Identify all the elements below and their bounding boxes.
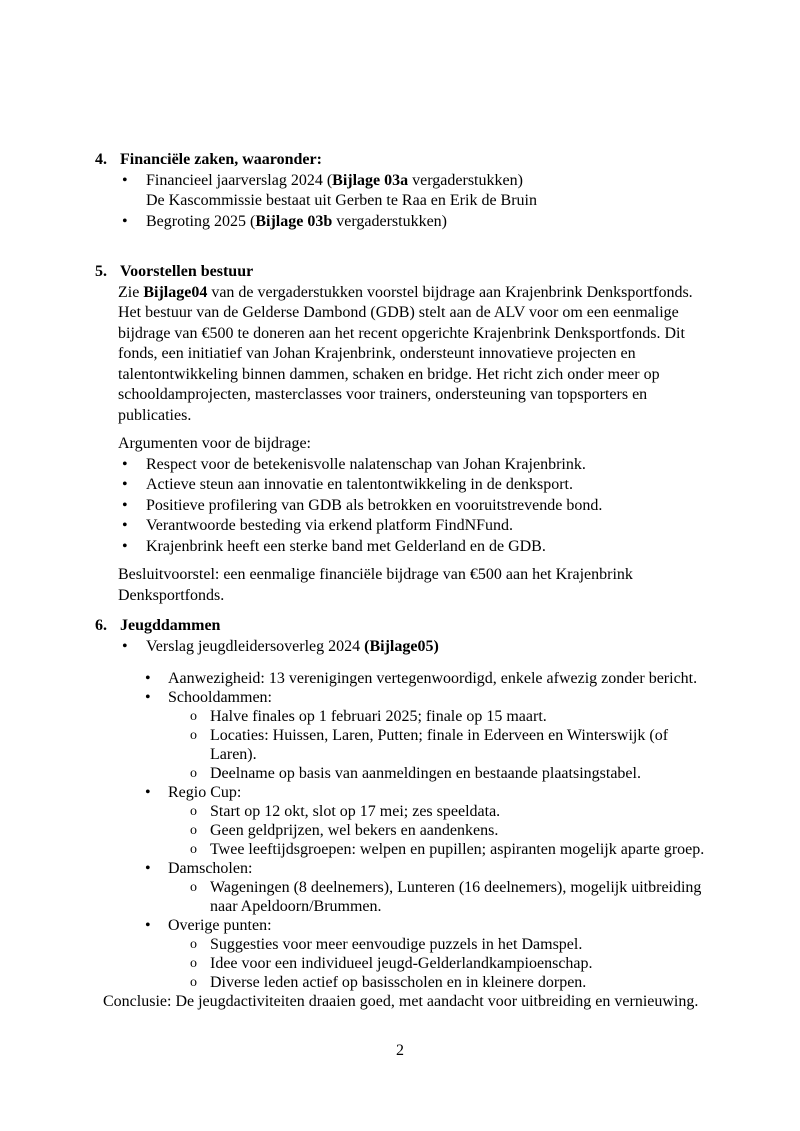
argument-text: Respect voor de betekenisvolle nalatenschap van Johan Krajenbrink.: [146, 455, 586, 473]
circle-icon: o: [190, 937, 197, 952]
proposal-paragraph: [0, 283, 712, 427]
bullet-icon: •: [145, 784, 151, 801]
circle-icon: o: [190, 728, 197, 743]
list-item: [0, 821, 712, 840]
text-run: van de vergaderstukken voorstel bijdrage aan Krajenbrink Denksportfonds. Het bestuur van de Gelderse Dambond (GDB) stelt aan de ALV voor om een eenmalige bijdrage van €500 te doneren aan het recent opgerichte Krajenbrink Denksportfonds. Dit fonds, een initiatief van Johan Krajenbrink, ondersteunt innovatieve projecten en talentontwikkeling binnen dammen, schaken en bridge. Het richt zich onder meer op schooldamprojecten, masterclasses voor trainers, ondersteuning van topsporters en publicaties.: [118, 283, 693, 424]
line-kascommissie: De Kascommissie bestaat uit Gerben te Raa en Erik de Bruin: [146, 192, 537, 209]
argument-item: [0, 475, 712, 496]
section-4-title: Financiële zaken, waaronder:: [120, 151, 322, 168]
bullet-icon: •: [122, 171, 128, 189]
list-item: [0, 859, 712, 878]
bullet-icon: •: [122, 476, 128, 493]
list-item-text: [146, 637, 712, 658]
list-item-text: Halve finales op 1 februari 2025; finale op 15 maart.: [210, 708, 547, 725]
list-item: [0, 802, 712, 821]
section-6-title: Jeugddammen: [120, 617, 221, 634]
section-4-number: 4.: [95, 151, 107, 168]
list-item-text: [146, 171, 712, 212]
text-run: Verslag jeugdleidersoverleg 2024: [146, 637, 365, 655]
argument-text: Krajenbrink heeft een sterke band met Gelderland en de GDB.: [146, 537, 546, 555]
bullet-icon: •: [145, 917, 151, 934]
list-item-text: Overige punten:: [168, 917, 272, 934]
section-5-title: Voorstellen bestuur: [120, 263, 254, 280]
list-item-text: Wageningen (8 deelnemers), Lunteren (16 deelnemers), mogelijk uitbreiding naar Apeldoorn/Brummen.: [210, 879, 702, 915]
bullet-icon: •: [122, 496, 128, 514]
bullet-icon: •: [122, 537, 128, 555]
list-item-text: Start op 12 okt, slot op 17 mei; zes speeldata.: [210, 803, 501, 820]
text-run-bold: Bijlage 03a: [332, 171, 409, 189]
text-run: Begroting 2025 (: [146, 212, 256, 230]
bullet-icon: •: [122, 637, 128, 655]
section-4-heading: [0, 150, 712, 171]
bullet-icon: •: [145, 689, 151, 706]
list-item-text: Idee voor een individueel jeugd-Gelderlandkampioenschap.: [210, 955, 593, 972]
list-item: [0, 764, 712, 783]
list-item: [0, 707, 712, 726]
list-item-text: Diverse leden actief op basisscholen en in kleinere dorpen.: [210, 974, 587, 991]
list-item: [0, 878, 712, 916]
circle-icon: o: [190, 804, 197, 819]
list-item: [0, 726, 712, 764]
list-item-text: Regio Cup:: [168, 784, 242, 801]
section-6-heading: [0, 616, 712, 637]
circle-icon: o: [190, 842, 197, 857]
bullet-icon: •: [145, 670, 151, 687]
jeugd-sublist: [0, 669, 712, 1011]
text-run: Zie: [118, 283, 144, 301]
bullet-icon: •: [145, 860, 151, 877]
list-item-verslag: [0, 637, 712, 658]
list-item: [0, 688, 712, 707]
page-number: 2: [396, 1042, 404, 1059]
circle-icon: o: [190, 880, 197, 895]
list-item: [0, 935, 712, 954]
circle-icon: o: [190, 956, 197, 971]
list-item-text: Deelname op basis van aanmeldingen en bestaande plaatsingstabel.: [210, 765, 641, 782]
arguments-label: Argumenten voor de bijdrage:: [118, 435, 311, 452]
list-item: [0, 916, 712, 935]
circle-icon: o: [190, 975, 197, 990]
bullet-icon: •: [122, 212, 128, 230]
list-item: [0, 840, 712, 859]
circle-icon: o: [190, 766, 197, 781]
bullet-icon: •: [122, 455, 128, 473]
section-5-heading: [0, 262, 712, 283]
argument-item: [0, 455, 712, 476]
list-item-text: Damscholen:: [168, 860, 253, 877]
list-item: [0, 783, 712, 802]
list-item-text: Schooldammen:: [168, 689, 272, 706]
list-item-text: Twee leeftijdsgroepen: welpen en pupillen; aspiranten mogelijk aparte groep.: [210, 841, 705, 858]
list-item: [0, 973, 712, 992]
list-item-text: Suggesties voor meer eenvoudige puzzels in het Damspel.: [210, 936, 583, 953]
text-run-bold: Bijlage04: [143, 283, 208, 301]
circle-icon: o: [190, 823, 197, 838]
argument-item: [0, 516, 712, 537]
text-run: Financieel jaarverslag 2024 (: [146, 171, 333, 189]
text-run-bold: (Bijlage05): [364, 637, 439, 655]
section-6-number: 6.: [95, 617, 107, 634]
argument-item: [0, 496, 712, 517]
bullet-icon: •: [122, 517, 128, 534]
text-run: vergaderstukken): [408, 171, 523, 189]
argument-text: Actieve steun aan innovatie en talentontwikkeling in de denksport.: [146, 476, 573, 493]
list-item: [0, 954, 712, 973]
decision-paragraph: Besluitvoorstel: een eenmalige financiële bijdrage van €500 aan het Krajenbrink Denksportfonds.: [118, 566, 633, 604]
list-item: [0, 669, 712, 688]
section-5-number: 5.: [95, 263, 107, 280]
circle-icon: o: [190, 709, 197, 724]
list-item-financieel-jaarverslag: [0, 171, 712, 212]
list-item-text: Locaties: Huissen, Laren, Putten; finale in Ederveen en Winterswijk (of Laren).: [210, 727, 669, 763]
text-run-bold: Bijlage 03b: [255, 212, 333, 230]
text-run: vergaderstukken): [332, 212, 447, 230]
list-item-text: [146, 212, 712, 233]
argument-text: Positieve profilering van GDB als betrokken en vooruitstrevende bond.: [146, 496, 603, 514]
list-item-text: Geen geldprijzen, wel bekers en aandenkens.: [210, 822, 499, 839]
line-financieel-jaarverslag: [146, 171, 712, 192]
list-item-text: Aanwezigheid: 13 verenigingen vertegenwoordigd, enkele afwezig zonder bericht.: [168, 670, 698, 687]
argument-text: Verantwoorde besteding via erkend platform FindNFund.: [146, 517, 514, 534]
list-item-begroting: [0, 212, 712, 233]
argument-item: [0, 537, 712, 558]
conclusion-paragraph: Conclusie: De jeugdactiviteiten draaien goed, met aandacht voor uitbreiding en vernieuwing.: [103, 993, 699, 1010]
